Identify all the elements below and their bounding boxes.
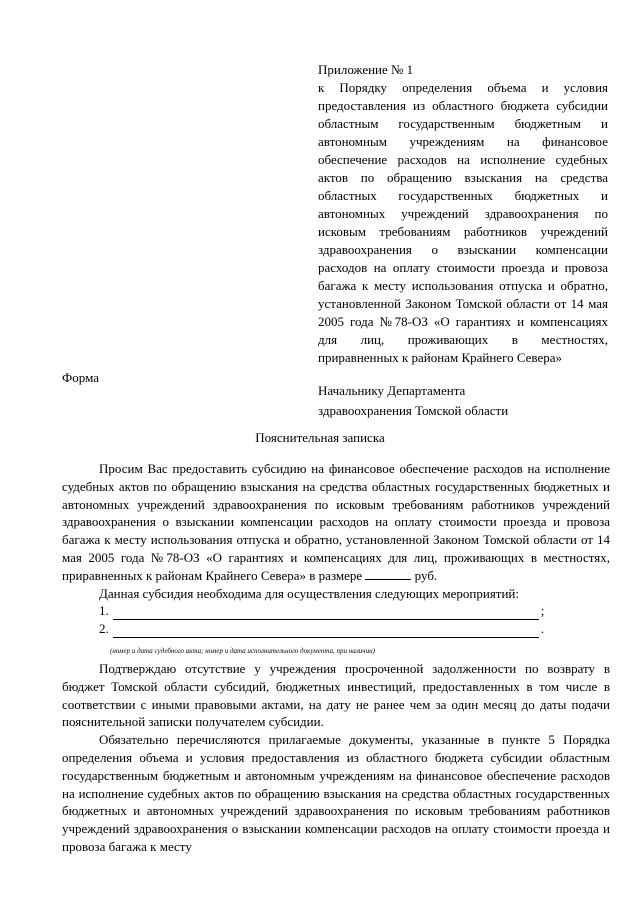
fill-line-1-end: ; [540,603,545,619]
fill-line-2-number: 2. [99,621,109,637]
currency-suffix: руб. [414,567,438,583]
addressee-block [318,381,608,421]
fill-line-1-number: 1. [99,603,109,619]
annex-number: Приложение № 1 [318,62,414,77]
fill-line-1 [62,602,610,620]
addressee-line-2: здравоохранения Томской области [318,403,509,418]
annex-block [318,61,608,367]
paragraph-request [62,460,610,585]
annex-text: к Порядку определения объема и условия предоставления из областного бюджета субсидии областным государственным бюджетным и автономным учреждениям на финансовое обеспечение расходов на исполнение судебных актов по обращению взыскания на средства областных государственных бюджетных и автономных учреждений здравоохранения по исковым требованиям работников учреждений здравоохранения о взыскании компенсации расходов на оплату стоимости проезда и провоза багажа к месту использования отпуска и обратно, установленной Законом Томской области от 14 мая 2005 года №78-ОЗ «О гарантиях и компенсациях для лиц, проживающих в местностях, приравненных к районам Крайнего Севера» [318,80,608,365]
footnote-caption: (номер и дата судебного акта; номер и дата исполнительного документа, при наличии) [110,646,375,655]
addressee-line-1: Начальнику Департамента [318,383,466,398]
paragraph-confirm: Подтверждаю отсутствие у учреждения просроченной задолженности по возврату в бюджет Томской области субсидий, бюджетных инвестиций, предоставленных в том числе в соответствии с иными правовыми актами, на дату не ранее чем за один месяц до даты подачи пояснительной записки получателем субсидии. [62,660,610,730]
form-label: Форма [62,370,99,385]
paragraph-request-text: Просим Вас предоставить субсидию на финансовое обеспечение расходов на исполнение судебных актов по обращению взыскания на средства областных государственных бюджетных и автономных учреждений здравоохранения по исковым требованиям работников учреждений здравоохранения о взыскании компенсации расходов на оплату стоимости проезда и провоза багажа к месту использования отпуска и обратно, установленной Законом Томской области от 14 мая 2005 года №78-ОЗ «О гарантиях и компенсациях для лиц, проживающих в местностях, приравненных к районам Крайнего Севера» в размере [62,461,610,583]
amount-blank [365,568,411,580]
document-title: Пояснительная записка [255,430,385,445]
fill-line-2 [62,620,610,638]
fill-line-2-blank [113,624,539,638]
fill-line-1-blank [113,606,539,620]
document-body [62,460,610,856]
paragraph-documents: Обязательно перечисляются прилагаемые документы, указанные в пункте 5 Порядка определения объема и условия предоставления из областного бюджета субсидии областным государственным бюджетным и автономным учреждениям на финансовое обеспечение расходов на исполнение судебных актов по обращению взыскания на средства областных государственных бюджетных и автономных учреждений здравоохранения по исковым требованиям работников учреждений здравоохранения о взыскании компенсации расходов на оплату стоимости проезда и провоза багажа к месту [62,732,610,854]
list-intro: Данная субсидия необходима для осуществления следующих мероприятий: [99,585,519,601]
fill-line-2-end: . [540,621,544,637]
